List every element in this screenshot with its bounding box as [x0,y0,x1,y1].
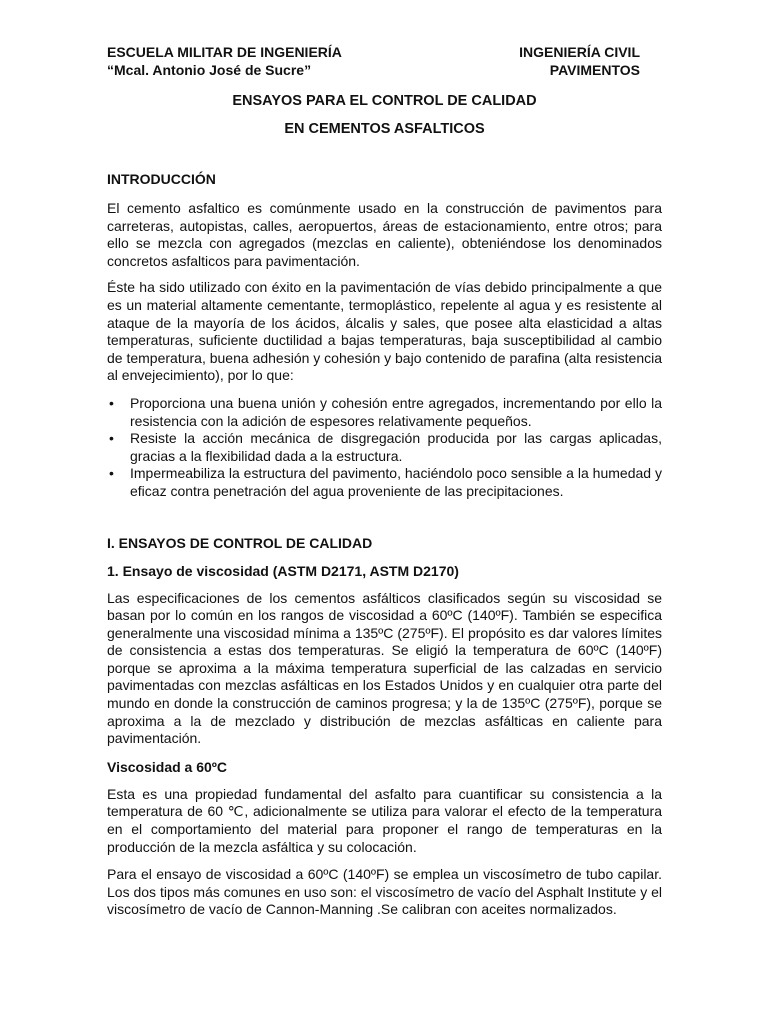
header-right [519,43,640,79]
school-name: ESCUELA MILITAR DE INGENIERÍA [107,44,342,60]
document-title-line2: EN CEMENTOS ASFALTICOS [284,121,485,137]
intro-heading: INTRODUCCIÓN [107,171,216,187]
document-title-line1: ENSAYOS PARA EL CONTROL DE CALIDAD [232,93,537,109]
school-motto: “Mcal. Antonio José de Sucre” [107,62,312,78]
intro-paragraph-1: El cemento asfaltico es comúnmente usado en la construcción de pavimentos para carreteras, autopistas, calles, aeropuertos, áreas de estacionamiento, entre otros; para ello se mezcla con agregados (mezclas en caliente), obteniéndose los denominados concretos asfalticos para pavimentación. [107,200,662,269]
subsection-heading-viscosity-test: 1. Ensayo de viscosidad (ASTM D2171, ASTM D2170) [107,562,459,579]
intro-paragraph-2: Éste ha sido utilizado con éxito en la pavimentación de vías debido principalmente a que es un material altamente cementante, termoplástico, repelente al agua y es resistente al ataque de la mayoría de los ácidos, álcalis y sales, que posee alta elasticidad a altas temperaturas, suficiente ductilidad a bajas temperaturas, baja susceptibilidad al cambio de temperatura, buena adhesión y cohesión y bajo contenido de parafina (alta resistencia al envejecimiento), por lo que: [107,279,662,384]
subsection-heading-viscosity-60: Viscosidad a 60ºC [107,758,228,775]
list-item: • Proporciona una buena unión y cohesión entre agregados, incrementando por ello la resistencia con la adición de espesores relativamente pequeños. [107,395,662,430]
page-header [107,43,640,79]
document-body [107,92,662,919]
viscosity-paragraph-1: Las especificaciones de los cementos asfálticos clasificados según su viscosidad se basan por lo común en los rangos de viscosidad a 60ºC (140ºF). También se especifica generalmente una viscosidad mínima a 135ºC (275ºF). El propósito es dar valores límites de consistencia a estas dos temperaturas. Se eligió la temperatura de 60ºC (140ºF) porque se aproxima a la máxima temperatura superficial de las calzadas en servicio pavimentadas con mezclas asfálticas en los Estados Unidos y en cualquier otra parte del mundo en donde la construcción de caminos progresa; y la de 135ºC (275ºF), porque se aproxima a la de mezclado y distribución de mezclas asfálticas en caliente para pavimentación. [107,589,662,747]
viscosity-paragraph-3: Para el ensayo de viscosidad a 60ºC (140ºF) se emplea un viscosímetro de tubo capilar. Los dos tipos más comunes en uso son: el viscosímetro de vacío del Asphalt Institute y el viscosímetro de vacío de Cannon-Manning .Se calibran con aceites normalizados. [107,866,662,918]
list-item: • Impermeabiliza la estructura del pavimento, haciéndolo poco sensible a la humedad y eficaz contra penetración del agua proveniente de las precipitaciones. [107,465,662,500]
viscosity-paragraph-2: Esta es una propiedad fundamental del asfalto para cuantificar su consistencia a la temperatura de 60 ℃, adicionalmente se utiliza para valorar el efecto de la temperatura en el comportamiento del material para proponer el rango de temperaturas en la producción de la mezcla asfáltica y su colocación. [107,785,662,855]
header-left [107,43,342,79]
intro-bullet-list [107,395,662,501]
department-name: INGENIERÍA CIVIL [519,44,640,60]
list-item: • Resiste la acción mecánica de disgregación producida por las cargas aplicadas, gracias a la flexibilidad dada a la estructura. [107,430,662,465]
subject-name: PAVIMENTOS [549,62,640,78]
section-heading: I. ENSAYOS DE CONTROL DE CALIDAD [107,534,373,551]
